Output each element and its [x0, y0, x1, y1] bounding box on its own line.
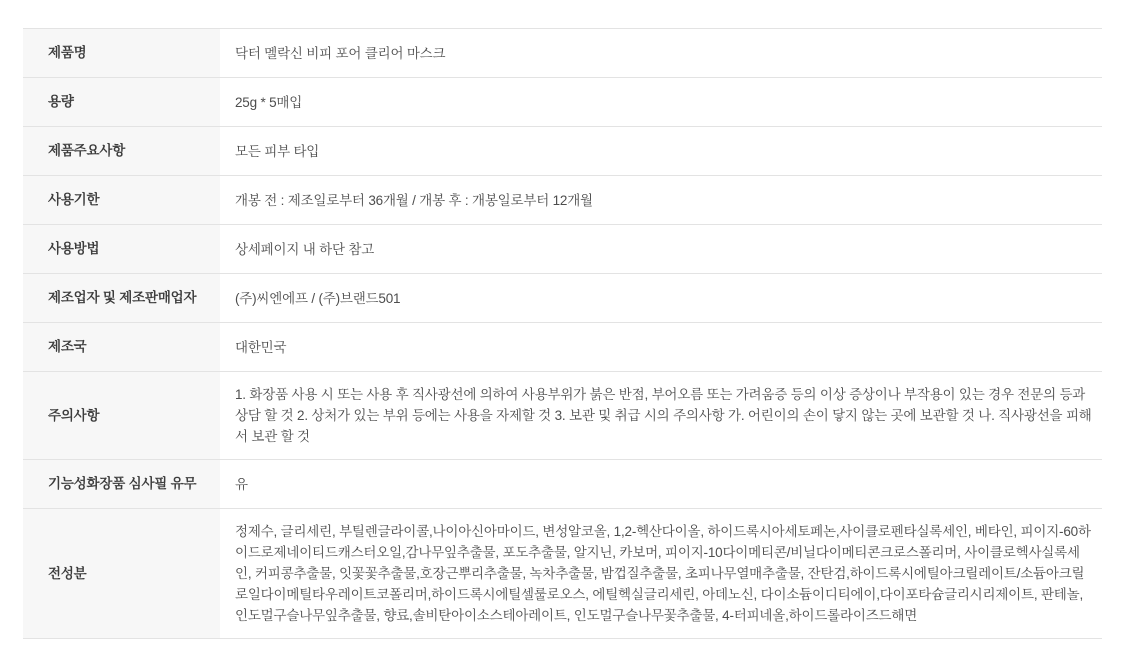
table-row-cautions — [23, 372, 1102, 460]
row-value: 상세페이지 내 하단 참고 — [235, 241, 375, 257]
row-label: 사용기한 — [23, 176, 220, 224]
table-row-expiration — [23, 176, 1102, 225]
table-row-functional-approval — [23, 460, 1102, 509]
row-label: 전성분 — [23, 509, 220, 638]
row-value: 25g * 5매입 — [235, 94, 303, 110]
row-label: 기능성화장품 심사필 유무 — [23, 460, 220, 508]
table-row-manufacturer — [23, 274, 1102, 323]
row-label: 제조업자 및 제조판매업자 — [23, 274, 220, 322]
table-row-ingredients — [23, 509, 1102, 639]
row-value: 대한민국 — [235, 339, 287, 355]
table-row-usage — [23, 225, 1102, 274]
row-value: 정제수, 글리세린, 부틸렌글라이콜,나이아신아마이드, 변성알코올, 1,2-헥산다이올, 하이드록시아세토페논,사이클로펜타실록세인, 베타인, 피이지-60하이드로제네이티드캐스터오일,감나무잎추출물, 포도추출물, 알지닌, 카보머, 피이지-10다이메티콘/비닐다이메티콘크로스폴리머, 사이클로헥사실록세인, 커피콩추출물, 잇꽃꽃추출물,호장근뿌리추출물, 녹차추출물, 밤껍질추출물, 초피나무열매추출물, 잔탄검,하이드록시에틸아크릴레이트/소듐아크릴로일다이메틸타우레이트코폴리머,하이드록시에틸셀룰로오스, 에틸헥실글리세린, 아데노신, 다이소듐이디티에이,다이포타슘글리시리제이트, 판테놀, 인도멀구슬나무잎추출물, 향료,솔비탄아이소스테아레이트, 인도멀구슬나무꽃추출물, 4-터피네올,하이드롤라이즈드해면 — [235, 524, 1091, 623]
row-label: 사용방법 — [23, 225, 220, 273]
table-row-product-name — [23, 29, 1102, 78]
row-label: 용량 — [23, 78, 220, 126]
row-label: 제조국 — [23, 323, 220, 371]
row-value: (주)씨엔에프 / (주)브랜드501 — [235, 290, 401, 306]
row-value: 개봉 전 : 제조일로부터 36개월 / 개봉 후 : 개봉일로부터 12개월 — [235, 192, 593, 208]
row-label: 주의사항 — [23, 372, 220, 459]
row-value: 유 — [235, 476, 248, 492]
table-row-key-features — [23, 127, 1102, 176]
row-value: 닥터 멜락신 비피 포어 클리어 마스크 — [235, 45, 446, 61]
row-value: 모든 피부 타입 — [235, 143, 320, 159]
table-row-country — [23, 323, 1102, 372]
table-row-volume — [23, 78, 1102, 127]
row-label: 제품명 — [23, 29, 220, 77]
product-spec-table — [23, 28, 1102, 639]
row-value: 1. 화장품 사용 시 또는 사용 후 직사광선에 의하여 사용부위가 붉은 반점, 부어오름 또는 가려움증 등의 이상 증상이나 부작용이 있는 경우 전문의 등과 상담 할 것 2. 상처가 있는 부위 등에는 사용을 자제할 것 3. 보관 및 취급 시의 주의사항 가. 어린이의 손이 닿지 않는 곳에 보관할 것 나. 직사광선을 피해서 보관 할 것 — [235, 387, 1092, 444]
row-label: 제품주요사항 — [23, 127, 220, 175]
